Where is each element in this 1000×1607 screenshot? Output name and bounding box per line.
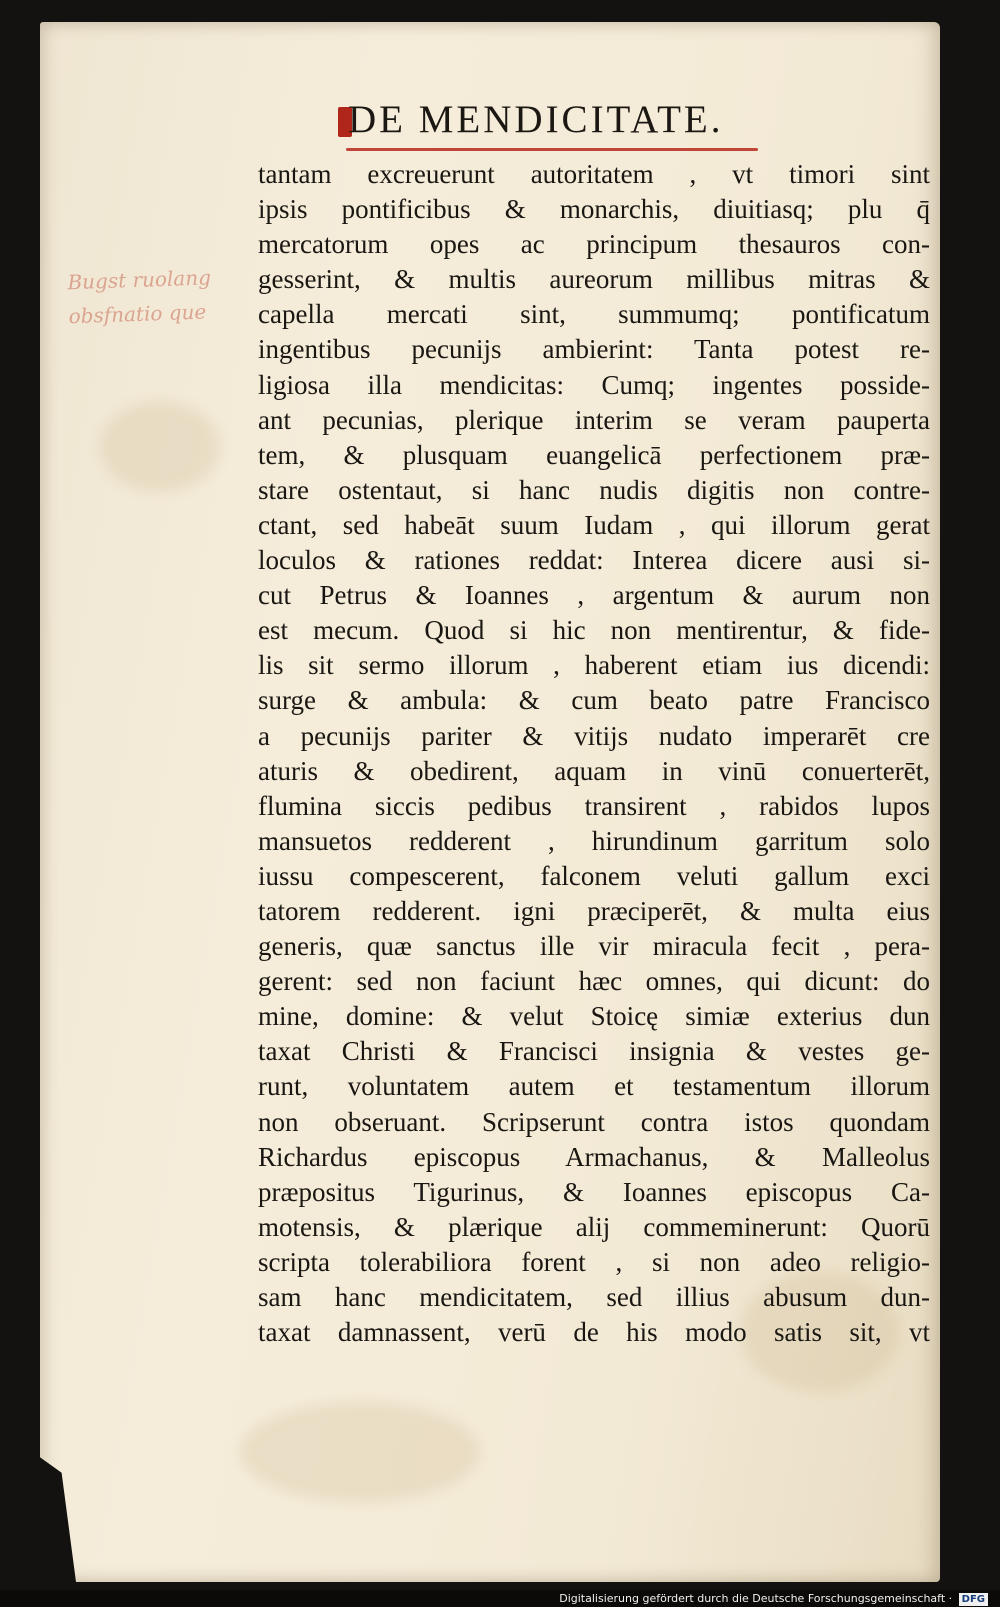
page-stain xyxy=(100,402,220,492)
text-line: præpositus Tigurinus, & Ioannes episcopus Ca- xyxy=(258,1176,930,1207)
text-line: lis sit sermo illorum , haberent etiam ius dicendi: xyxy=(258,650,930,681)
text-line: taxat Christi & Francisci insignia & vestes ge- xyxy=(258,1036,930,1067)
text-line: ctant, sed habeāt suum Iudam , qui illorum gerat xyxy=(258,509,930,540)
text-line: mercatorum opes ac principum thesauros con- xyxy=(258,229,930,260)
text-line: iussu compescerent, falconem veluti gallum exci xyxy=(258,860,930,891)
text-line: Richardus episcopus Armachanus, & Malleolus xyxy=(258,1141,930,1172)
text-line: ingentibus pecunijs ambierint: Tanta potest re- xyxy=(258,334,930,365)
credit-text: Digitalisierung gefördert durch die Deutsche Forschungsgemeinschaft · xyxy=(559,1592,953,1605)
page-title: DE MENDICITATE. xyxy=(348,98,724,141)
annotation-line: Bugst ruolang xyxy=(67,265,212,295)
text-line: tem, & plusquam euangelicā perfectionem præ- xyxy=(258,439,930,470)
text-line: runt, voluntatem autem et testamentum illorum xyxy=(258,1071,930,1102)
text-line: surge & ambula: & cum beato patre Francisco xyxy=(258,685,930,716)
red-underline xyxy=(346,148,758,151)
text-line: tantam excreuerunt autoritatem , vt timori sint xyxy=(258,159,930,189)
text-line: sam hanc mendicitatem, sed illius abusum dun- xyxy=(258,1282,930,1312)
text-line: ant pecunias, plerique interim se veram pauperta xyxy=(258,404,930,435)
dfg-logo: DFG xyxy=(959,1593,988,1606)
text-line: non obseruant. Scripserunt contra istos quondam xyxy=(258,1106,930,1137)
text-line: motensis, & plærique alij commeminerunt: Quorū xyxy=(258,1211,930,1242)
text-line: aturis & obedirent, aquam in vinū conuerterēt, xyxy=(258,755,930,786)
text-line: gesserint, & multis aureorum millibus mitras & xyxy=(258,264,930,295)
running-header xyxy=(338,93,808,153)
text-line: gerent: sed non faciunt hæc omnes, qui dicunt: do xyxy=(258,966,930,997)
text-line: mine, domine: & velut Stoicę simiæ exterius dun xyxy=(258,1001,930,1032)
page-stain xyxy=(240,1402,480,1502)
text-line: taxat damnassent, verū de his modo satis sit, vt xyxy=(258,1317,930,1348)
text-line: loculos & rationes reddat: Interea dicere ausi si- xyxy=(258,545,930,576)
annotation-line: obsfnatio que xyxy=(68,299,207,329)
text-line: capella mercati sint, summumq; pontificatum xyxy=(258,299,930,330)
text-line: a pecunijs pariter & vitijs nudato imperarēt cre xyxy=(258,720,930,751)
marginal-annotation xyxy=(67,259,259,334)
text-line: ligiosa illa mendicitas: Cumq; ingentes posside- xyxy=(258,369,930,400)
text-line: cut Petrus & Ioannes , argentum & aurum non xyxy=(258,580,930,611)
text-line: flumina siccis pedibus transirent , rabidos lupos xyxy=(258,790,930,821)
text-line: mansuetos redderent , hirundinum garritum solo xyxy=(258,825,930,856)
text-line: scripta tolerabiliora forent , si non adeo religio- xyxy=(258,1246,930,1277)
text-line: ipsis pontificibus & monarchis, diuitiasq; plu q̄ xyxy=(258,194,930,225)
text-line: est mecum. Quod si hic non mentirentur, & fide- xyxy=(258,615,930,646)
text-line: generis, quæ sanctus ille vir miracula fecit , pera- xyxy=(258,931,930,962)
digitization-credit xyxy=(559,1590,988,1607)
text-line: tatorem redderent. igni præciperēt, & multa eius xyxy=(258,895,930,926)
body-text xyxy=(258,157,930,1350)
text-line: stare ostentaut, si hanc nudis digitis non contre- xyxy=(258,474,930,505)
